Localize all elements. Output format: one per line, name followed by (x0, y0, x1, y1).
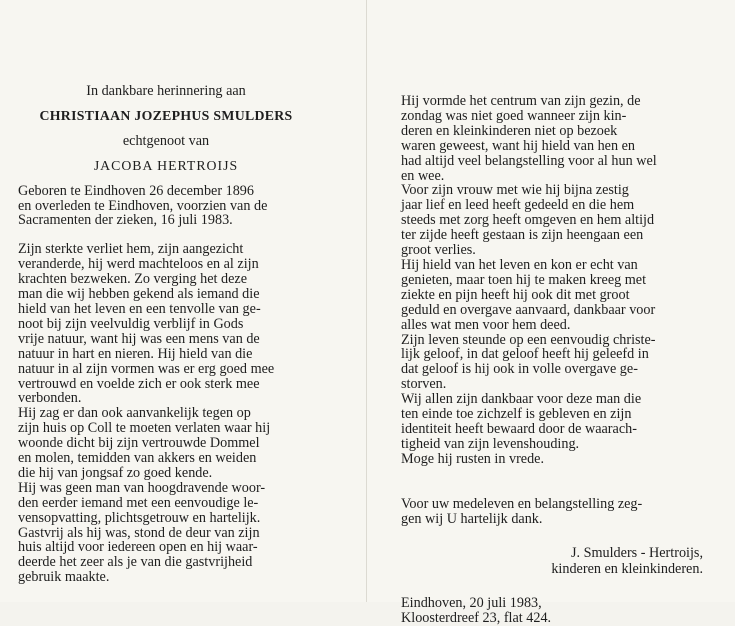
signature-family: kinderen en kleinkinderen. (551, 561, 703, 578)
text-line: tigheid van zijn levenshouding. (401, 435, 580, 452)
text-line: deerde het zeer als je van die gastvrijheid (18, 554, 253, 571)
text-line: Hij hield van het leven en kon er echt van (401, 256, 638, 273)
text-line: woonde dicht bij zijn vertrouwde Dommel (18, 435, 260, 452)
text-line: Hij zag er dan ook aanvankelijk tegen op (18, 405, 251, 422)
text-line: groot verlies. (401, 242, 476, 259)
text-line: Hij vormde het centrum van zijn gezin, de (401, 93, 641, 109)
text-line: en overleden te Eindhoven, voorzien van de (18, 197, 268, 214)
text-line: jaar lief en leed heeft gedeeld en die hem (401, 197, 635, 214)
place-date-address (401, 596, 703, 626)
text-line: huis altijd voor iedereen open en hij waar- (18, 539, 258, 556)
text-line: vrije natuur, want hij was een mens van de (18, 330, 260, 347)
text-line: geduld en overgave aanvaard, dankbaar voor (401, 301, 656, 318)
text-line: Geboren te Eindhoven 26 december 1896 (18, 182, 254, 199)
text-line: natuur in al zijn vormen was er erg goed mee (18, 360, 275, 377)
thanks-paragraph (401, 497, 703, 527)
text-line: identiteit heeft bewaard door de waarach- (401, 420, 637, 437)
text-line: man die wij hebben gekend als iemand die (18, 286, 260, 303)
birth-death-paragraph (18, 184, 314, 229)
text-line: lijk geloof, in dat geloof heeft hij geleefd in (401, 346, 649, 363)
text-line: en wee. (401, 167, 445, 184)
text-line: die hij van jongsaf zo goed kende. (18, 464, 213, 481)
right-panel (401, 94, 703, 626)
text-line: waren geweest, want hij hield van hen en (401, 137, 636, 154)
text-line: zijn huis op Coll te moeten verlaten waar hij (18, 420, 271, 437)
text-line: hield van het leven en een tenvolle van ge- (18, 300, 261, 317)
text-line: Voor zijn vrouw met wie hij bijna zestig (401, 182, 629, 199)
text-line: Voor uw medeleven en belangstelling zeg- (401, 495, 643, 512)
text-line: steeds met zorg heeft omgeven en hem altijd (401, 212, 655, 229)
text-line: verbonden. (18, 390, 82, 407)
text-line: Wij allen zijn dankbaar voor deze man die (401, 391, 642, 408)
text-line: Zijn leven steunde op een eenvoudig christe- (401, 331, 656, 348)
text-line: genieten, maar toen hij te maken kreeg met (401, 271, 647, 288)
text-line: gen wij U hartelijk dank. (401, 510, 543, 527)
text-line: ten einde toe zichzelf is gebleven en zijn (401, 406, 632, 423)
text-line: ziekte en pijn heeft hij ook dit met groot (401, 286, 630, 303)
signature-block (401, 545, 703, 577)
text-line: den eerder iemand met een eenvoudige le- (18, 494, 259, 511)
text-line: deren en kleinkinderen niet op bezoek (401, 122, 618, 139)
text-line: storven. (401, 376, 447, 393)
signature-names: J. Smulders - Hertroijs, (570, 545, 703, 562)
text-line: natuur in hart en nieren. Hij hield van die (18, 345, 253, 362)
text-line: dat geloof is hij ook in volle overgave ge- (401, 361, 638, 378)
text-line: ter zijde heeft gestaan is zijn heengaan een (401, 227, 644, 244)
text-line: gebruik maakte. (18, 569, 110, 586)
text-line: noot bij zijn veelvuldig verblijf in Gods (18, 315, 244, 332)
left-body-paragraph (18, 242, 314, 585)
place-date: Eindhoven, 20 juli 1983, (401, 595, 542, 612)
text-line: Moge hij rusten in vrede. (401, 450, 545, 467)
text-line: Zijn sterkte verliet hem, zijn aangezicht (18, 241, 244, 258)
text-line: krachten bezweken. Zo verging het deze (18, 271, 247, 288)
text-line: alles wat men voor hem deed. (401, 316, 571, 333)
relation-text: echtgenoot van (122, 132, 210, 149)
text-line: had altijd veel belangstelling voor al hun wel (401, 152, 657, 169)
text-line: Sacramenten der zieken, 16 juli 1983. (18, 212, 233, 229)
text-line: zondag was niet goed wanneer zijn kin- (401, 107, 627, 124)
text-line: veranderde, hij werd machteloos en al zijn (18, 256, 259, 273)
text-line: en molen, temidden van akkers en weiden (18, 450, 257, 467)
text-line: Hij was geen man van hoogdravende woor- (18, 479, 266, 496)
text-line: vertrouwd en voelde zich er ook sterk mee (18, 375, 260, 392)
right-body-paragraph (401, 94, 703, 467)
text-line: Gastvrij als hij was, stond de deur van zijn (18, 524, 260, 541)
address: Kloosterdreef 23, flat 424. (401, 610, 552, 626)
fold-line (366, 0, 367, 602)
header-text: In dankbare herinnering aan (86, 83, 246, 99)
left-panel (18, 84, 314, 585)
deceased-name: CHRISTIAAN JOZEPHUS SMULDERS (39, 107, 293, 123)
spouse-name: JACOBA HERTROIJS (93, 157, 239, 173)
text-line: vensopvatting, plichtsgetrouw en hartelijk. (18, 509, 261, 526)
